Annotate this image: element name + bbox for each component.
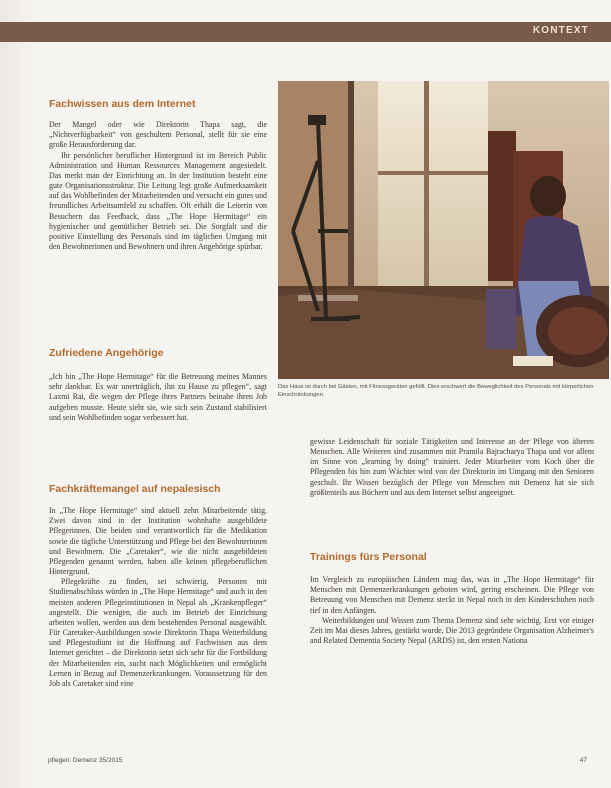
left-column-block-2 [49,348,267,423]
paragraph: Ihr persönlicher beruflicher Hintergrund ist im Bereich Public Administration und Human Ressources Management angesiedelt. Das merkt man der Einrichtung an. In der Institution besteht eine gute Organisationsstruktur. Die Leitung legt große Aufmerksamkeit auf das Wohlbefinden der Mitarbeitenden und versucht ein gutes und freundliches Arbeitsumfeld zu schaffen. Oft erhält die Leiterin von Besuchern das Feedback, dass „The Hope Hermitage“ ein hygienischer und gemütlicher Betrieb sei. Die Sorgfalt und die positive Einstellung des Personals sind im täglichen Umgang mit den Bewohnerinnen und Bewohnern und ihren Angehörige spürbar. [49,150,267,252]
section-header-bar [0,22,611,42]
paragraph: Pflegekräfte zu finden, sei schwierig. Personen mit Studienabschluss würden in „The Hope Hermitage“ und auch in den meisten anderen Pflegeinstitutionen in Nepal als „Krankenpfleger“ angestellt. Die wenigen, die auch im Betrieb der Einrichtung arbeiten wollen, werden aus dem bestehenden Personal ausgewählt. Für Caretaker-Ausbildungen sowie Direktorin Thapa Weiterbildung und Pflegestudium ist die Hoffnung auf Fachwissen aus dem Internet gerichtet – die Direktorin setzt sich sehr für die Fortbildung der Mitarbeitenden ein, sucht nach Möglichkeiten und ermöglicht Lernen in Bezug auf Demenzerkrankungen. Voraussetzung für den Job als Caretaker sind eine [49,577,267,688]
paragraph: „Ich bin „The Hope Hermitage“ für die Betreuung meines Mannes sehr dankbar. Es war unerträglich, ihn zu Hause zu pflegen“, sagt Laxmi Rai, die wegen der Pflege ihres Partners beinahe ihren Job aufgeben musste. Heute sieht sie, wie sich sein Zustand stabilisiert und sein Wohlbefinden sogar verbessert hat. [49,372,267,422]
right-column-block-2 [310,552,594,646]
heading-fachwissen: Fachwissen aus dem Internet [49,98,196,110]
paragraph: gewisse Leidenschaft für soziale Tätigkeiten und Interesse an der Pflege von älteren Menschen. Alle Weiteren sind zusammen mit Pramila Bajracharya Thapa und vor allem im Sinne von „learning by doing“ trainiert. Jeder Mitarbeiter vom Koch über die Pflegenden bis hin zum Wächter wird von der Direktorin im Umgang mit den Senioren geschult. Ihr Wissen bezüglich der Pflege von Menschen mit Demenz hat sie sich größtenteils aus Büchern und aus dem Internet selbst angeeignet. [310,437,594,497]
heading-zufriedene-angehoerige: Zufriedene Angehörige [49,347,164,359]
section-tag: KONTEXT [532,25,589,36]
heading-fachkraeftemangel: Fachkräftemangel auf nepalesisch [49,483,221,495]
right-column [310,437,594,498]
paragraph: Im Vergleich zu europäischen Ländern mag das, was in „The Hope Hermitage“ für Menschen mit Demenzerkrankungen geboten wird, gering erscheinen. Die Pflege von Betreuung von Menschen mit Demenz steckt in Nepal noch in den Kinderschuhen noch tief in den Anfängen. [310,575,594,615]
photo-interior-fitness-room [278,81,609,379]
photo-caption: Das Haus ist durch bei Gästen, mit Fitnessgeräten gefüllt. Dies erschwert die Beweglichkeit des Personals mit körperlichen Einschränkungen. [278,384,594,398]
page-number: 47 [579,757,587,764]
left-column [49,99,267,252]
footer-publication: pflegen: Demenz 35/2015 [48,757,123,764]
paragraph: In „The Hope Hermitage“ sind aktuell zehn Mitarbeitende tätig. Zwei davon sind in der Institution wohnhafte ausgebildete Pflegerinnen. Die beiden sind verantwortlich für die Medikation sowie die tägliche Unterstützung und Pflege bei den Bewohnerinnen und Bewohnern. Die „Caretaker“, wie die nicht ausgebildeten Pflegenden genannt werden, haben alle keinen pflegeberuflichen Hintergrund. [49,506,267,577]
paragraph: Weiterbildungen und Wissen zum Thema Demenz sind sehr wichtig. Erst vor einiger Zeit im Mai dieses Jahres, gestärkt wurde, Die 2013 gegründete Organisation Alzheimer's and Related Dementia Society Nepal (ARDS) ist, den ersten Nationa [310,615,594,646]
left-column-block-3 [49,484,267,689]
paragraph: Der Mangel oder wie Direktorin Thapa sagt, die „Nichtverfügbarkeit“ von geschultem Personal, stellt für sie eine große Herausforderung dar. [49,120,267,150]
heading-trainings: Trainings fürs Personal [310,551,427,563]
